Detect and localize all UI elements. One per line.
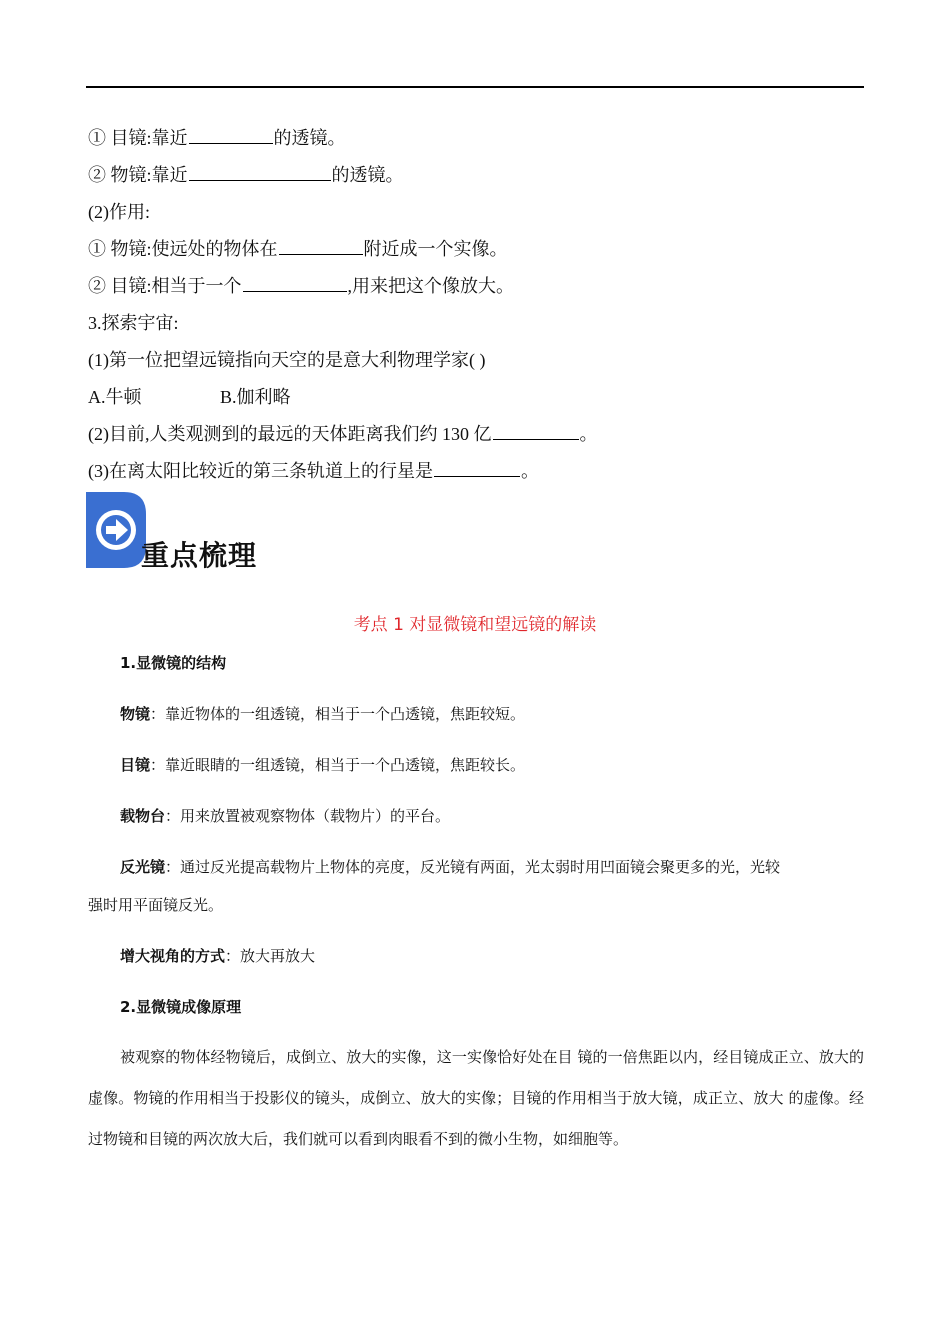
answer-blank[interactable]	[243, 274, 347, 292]
principle-paragraph	[88, 1037, 864, 1160]
question-text: 的透镜。	[273, 128, 346, 148]
term-text: ：通过反光提高载物片上物体的亮度，反光镜有两面，光太弱时用凹面镜会聚更多的光，光较	[165, 858, 781, 876]
question-farthest-object	[88, 422, 598, 446]
term-label: 载物台	[120, 807, 166, 825]
question-text: 附近成一个实像。	[363, 239, 508, 259]
stage-description	[120, 805, 450, 827]
principle-text: 被观察的物体经物镜后，成倒立、放大的实像，这一实像恰好处在目 镜的一倍焦距以内，经目镜成正立、放大的虚像。物镜的作用相当于投影仪的镜头，成倒立、放大的实像；目镜的作用相当于放大镜，成正立、放大 的虚像。经过物镜和目镜的两次放大后，我们就可以看到肉眼看不到的微小生物，如细胞等。	[88, 1048, 864, 1148]
question-third-planet	[88, 459, 539, 483]
option-a[interactable]: A.牛顿	[88, 387, 142, 407]
arrow-right-circle-icon	[86, 492, 146, 568]
question-objective-position	[88, 163, 404, 187]
question-text: 的透镜。	[331, 165, 404, 185]
term-text: ：用来放置被观察物体（载物片）的平台。	[165, 807, 451, 825]
question-text: ,用来把这个像放大。	[347, 276, 515, 296]
term-label: 反光镜	[120, 858, 166, 876]
term-text: ：放大再放大	[225, 947, 316, 965]
question-text: ① 目镜:靠近	[88, 128, 188, 148]
question-objective-function	[88, 237, 508, 261]
question-explore-label: 3.探索宇宙:	[88, 313, 179, 333]
question-text: (3)在离太阳比较近的第三条轨道上的行星是	[88, 461, 433, 481]
term-label: 物镜	[120, 705, 151, 723]
question-eyepiece-function	[88, 274, 514, 298]
eyepiece-description	[120, 754, 525, 776]
answer-blank[interactable]	[493, 422, 579, 440]
term-text: ：靠近物体的一组透镜，相当于一个凸透镜，焦距较短。	[150, 705, 526, 723]
mirror-description	[120, 856, 780, 878]
answer-blank[interactable]	[434, 459, 520, 477]
question-first-astronomer: (1)第一位把望远镜指向天空的是意大利物理学家( )	[88, 350, 486, 370]
option-b[interactable]: B.伽利略	[220, 387, 291, 407]
question-text: 。	[579, 424, 598, 444]
question-text: ② 物镜:靠近	[88, 165, 188, 185]
term-text: ：靠近眼睛的一组透镜，相当于一个凸透镜，焦距较长。	[150, 756, 526, 774]
question-function-label: (2)作用:	[88, 202, 150, 222]
section-title: 重点梳理	[141, 539, 258, 572]
objective-description	[120, 703, 525, 725]
header-rule	[86, 86, 864, 88]
term-label: 增大视角的方式	[120, 947, 226, 965]
answer-blank[interactable]	[189, 126, 273, 144]
question-text: ① 物镜:使远处的物体在	[88, 239, 278, 259]
answer-blank[interactable]	[279, 237, 363, 255]
principle-heading: 2.显微镜成像原理	[120, 998, 242, 1016]
term-label: 目镜	[120, 756, 151, 774]
question-text: ② 目镜:相当于一个	[88, 276, 242, 296]
mirror-description-continued: 强时用平面镜反光。	[88, 896, 224, 914]
structure-heading: 1.显微镜的结构	[120, 654, 227, 672]
question-options	[88, 385, 388, 409]
topic-title: 考点 1 对显微镜和望远镜的解读	[353, 615, 597, 635]
question-text: 。	[521, 461, 539, 481]
answer-blank[interactable]	[189, 163, 331, 181]
viewing-angle-description	[120, 945, 315, 967]
question-eyepiece-position	[88, 126, 346, 150]
question-text: (2)目前,人类观测到的最远的天体距离我们约 130 亿	[88, 424, 492, 444]
